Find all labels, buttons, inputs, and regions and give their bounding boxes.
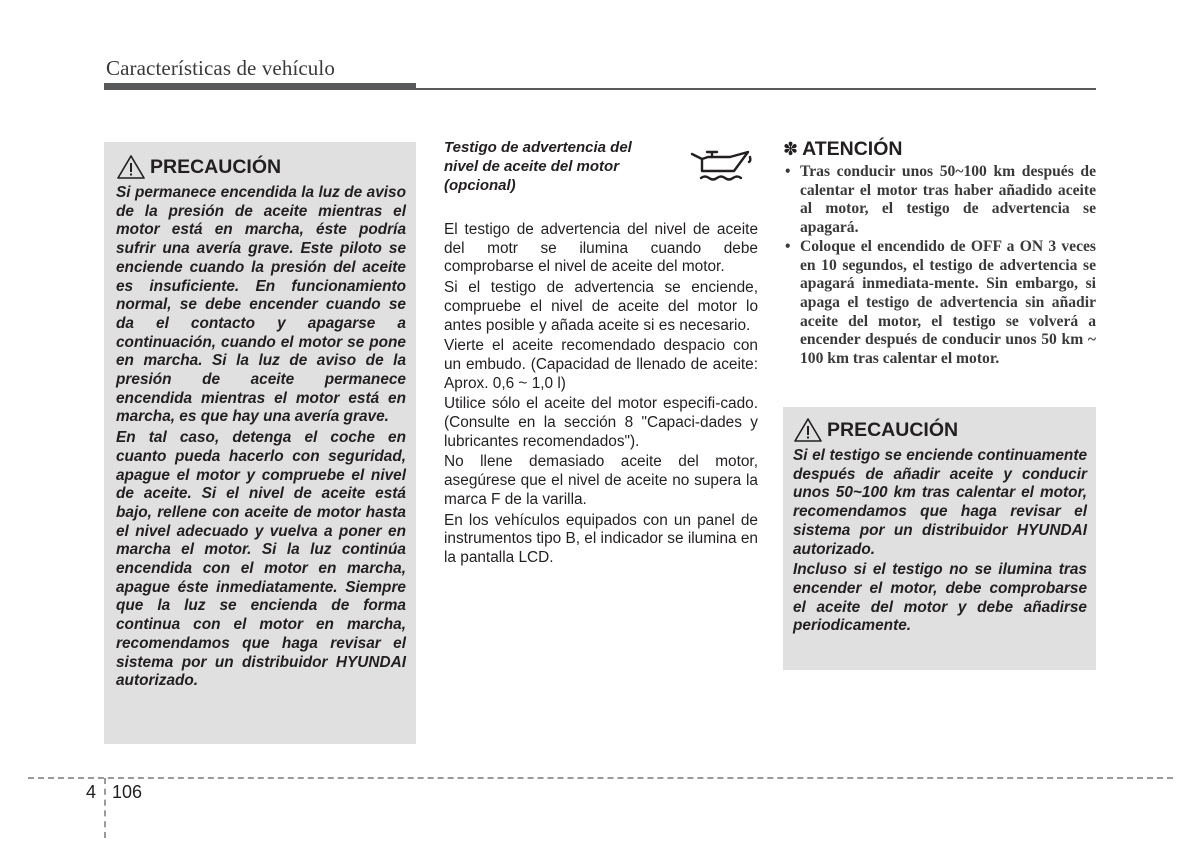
footer-vertical-divider <box>104 778 106 838</box>
list-item <box>783 163 1096 238</box>
body-paragraph: El testigo de advertencia del nivel de aceite del motr se ilumina cuando debe comprobarse el nivel de aceite del motor. <box>444 221 758 276</box>
list-item-text: Tras conducir unos 50~100 km después de calentar el motor tras haber añadido aceite al motor, el testigo de advertencia se apagará. <box>800 163 1096 237</box>
header-rule-thin <box>416 88 1096 90</box>
asterisk-icon: ✽ <box>783 139 799 159</box>
page-header-title: Características de vehículo <box>106 56 335 80</box>
section-title: Testigo de advertencia del nivel de aceite del motor (opcional) <box>444 139 632 194</box>
body-paragraph: En los vehículos equipados con un panel de instrumentos tipo B, el indicador se ilumina en la pantalla LCD. <box>444 511 758 566</box>
body-paragraph: Utilice sólo el aceite del motor especifi-cado. (Consulte en la sección 8 "Capaci-dades y lubricantes recomendados"). <box>444 395 758 450</box>
caution-header <box>116 154 406 180</box>
warning-triangle-icon <box>116 154 146 180</box>
list-item <box>783 238 1096 369</box>
body-paragraph: Si el testigo de advertencia se enciende, compruebe el nivel de aceite del motor lo antes posible y añada aceite si es necesario. <box>444 279 758 334</box>
footer-divider <box>28 777 1173 779</box>
caution-title: PRECAUCIÓN <box>150 155 282 178</box>
oil-level-section <box>444 138 758 570</box>
caution-box-left <box>104 142 416 744</box>
page-number: 106 <box>112 782 143 802</box>
header-rule-thick <box>104 83 416 90</box>
attention-section <box>783 138 1096 369</box>
bullet: • <box>785 163 791 180</box>
caution-paragraph: En tal caso, detenga el coche en cuanto pueda hacerlo con seguridad, apague el motor y compruebe el nivel de aceite. Si el nivel de aceite está bajo, rellene con aceite de motor hasta el nivel adecuado y vuelva a poner en marcha el motor. Si la luz continúa encendida con el motor en marcha, apague éste inmediatamente. Siempre que la luz se encienda de forma continua con el motor en marcha, recomendamos que haga revisar el sistema por un distribuidor HYUNDAI autorizado. <box>116 429 406 690</box>
body-paragraph: No llene demasiado aceite del motor, asegúrese que el nivel de aceite no supera la marca F de la varilla. <box>444 453 758 508</box>
caution-box-right <box>783 407 1096 670</box>
attention-title: ATENCIÓN <box>802 138 903 160</box>
attention-header <box>783 138 1096 161</box>
attention-list <box>783 163 1096 369</box>
section-header <box>444 138 758 195</box>
caution-paragraph: Si permanece encendida la luz de aviso de la presión de aceite mientras el motor está en marcha, éste podría sufrir una avería grave. Este piloto se enciende cuando la presión del aceite es insuficiente. En funcionamiento normal, se debe encender cuando se da el contacto y apagarse a continuación, cuando el motor se pone en marcha. Si la luz de aviso de la presión de aceite permanece encendida mientras el motor está en marcha, es que hay una avería grave. <box>116 184 406 426</box>
list-item-text: Coloque el encendido de OFF a ON 3 veces en 10 segundos, el testigo de advertencia se apagará inmediata-mente. Sin embargo, si apaga el testigo de advertencia sin añadir aceite del motor, el testigo se volverá a encender después de conducir unos 50 km ~ 100 km tras calentar el motor. <box>800 237 1096 368</box>
chapter-number: 4 <box>86 782 97 802</box>
caution-header <box>793 417 1087 443</box>
caution-title: PRECAUCIÓN <box>827 418 959 441</box>
bullet: • <box>785 237 791 255</box>
oil-level-warning-icon <box>686 141 758 193</box>
caution-paragraph: Si el testigo se enciende continuamente después de añadir aceite y conducir unos 50~100 km tras calentar el motor, recomendamos que haga revisar el sistema por un distribuidor HYUNDAI autorizado. <box>793 447 1087 558</box>
caution-paragraph: Incluso si el testigo no se ilumina tras encender el motor, debe comprobarse el aceite del motor y debe añadirse periodicamente. <box>793 561 1087 635</box>
body-paragraph: Vierte el aceite recomendado despacio con un embudo. (Capacidad de llenado de aceite: Aprox. 0,6 ~ 1,0 l) <box>444 337 758 392</box>
warning-triangle-icon <box>793 417 823 443</box>
